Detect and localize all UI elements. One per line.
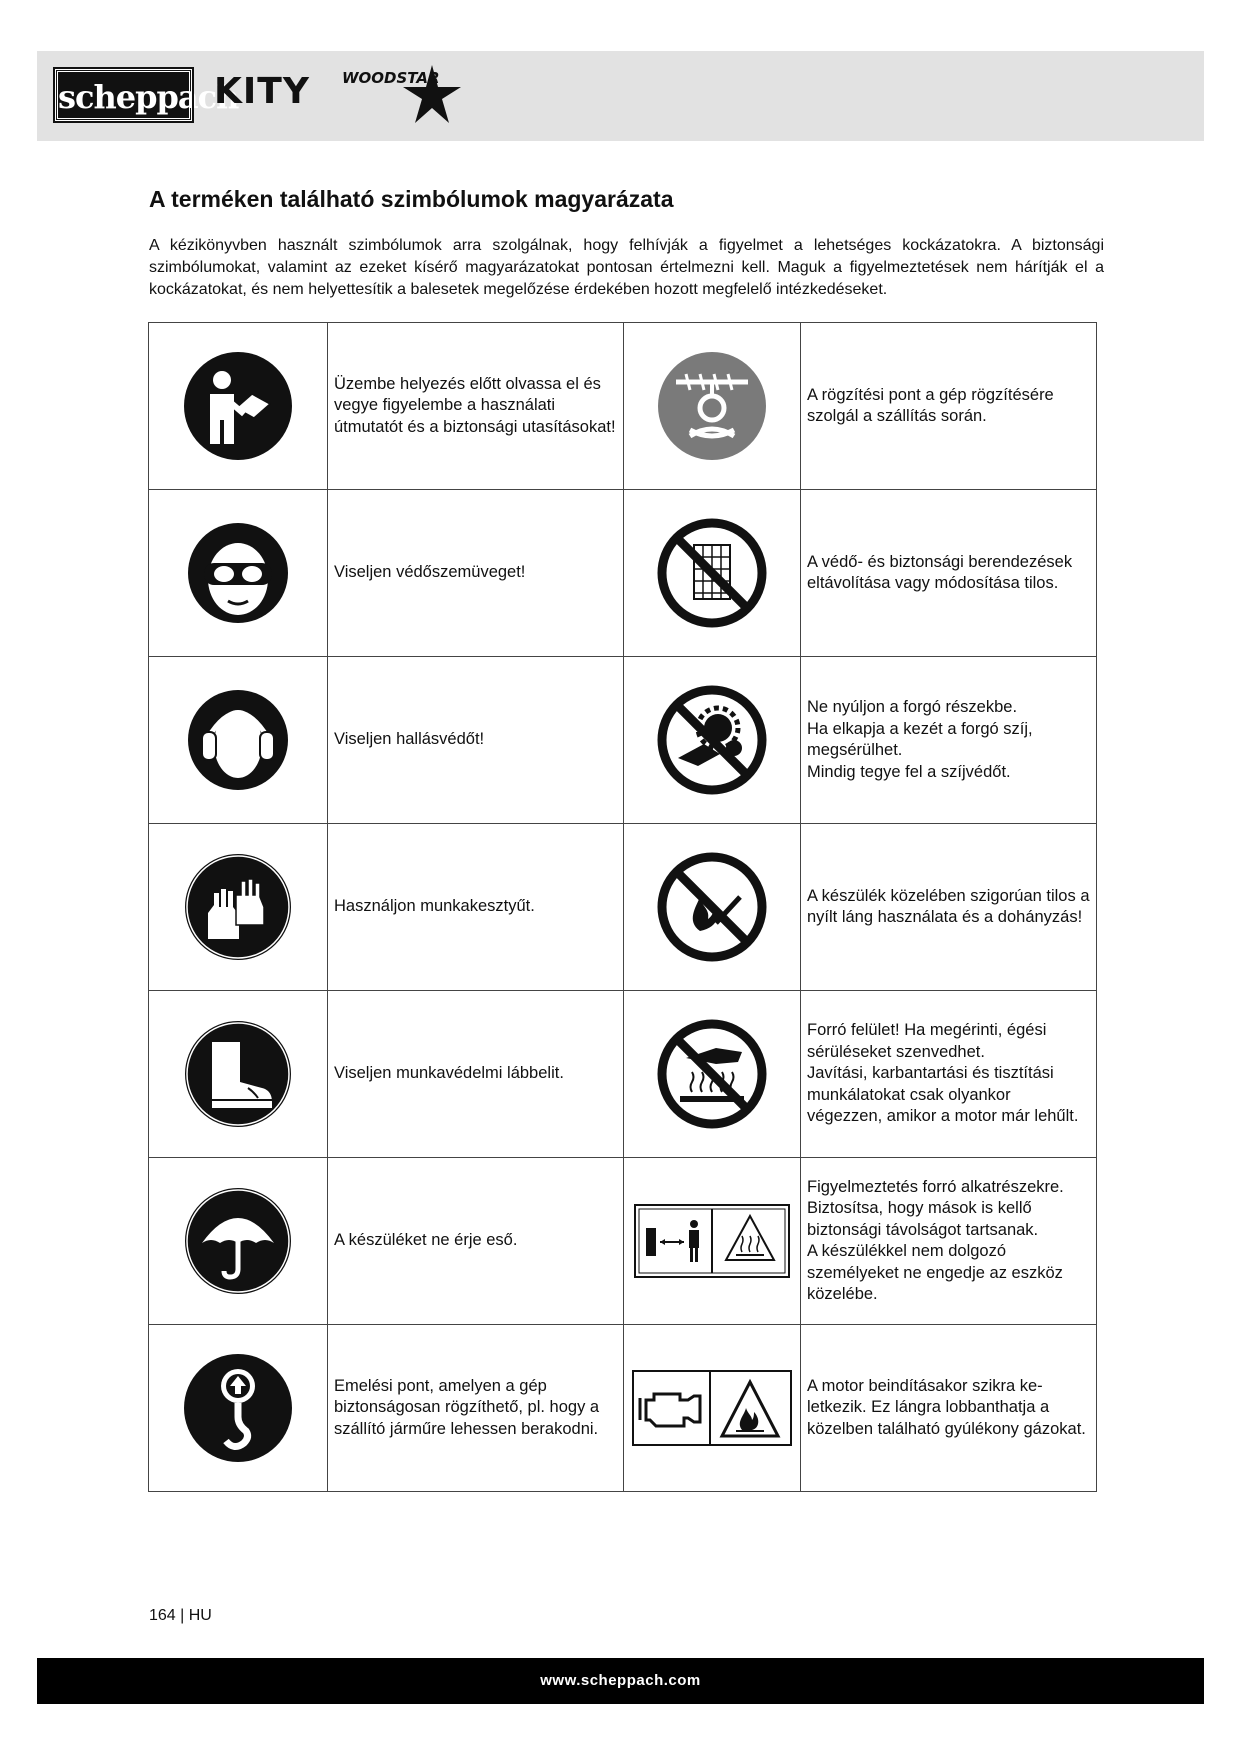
page-title: A terméken található szimbólumok magyarázata <box>149 186 674 212</box>
table-row <box>149 323 1097 490</box>
table-row <box>149 1158 1097 1325</box>
footer-band <box>37 1658 1204 1704</box>
footer-url[interactable]: www.scheppach.com <box>540 1672 701 1689</box>
kity-logo: KITY <box>214 71 310 112</box>
woodstar-logo: WOODSTAR <box>337 59 467 127</box>
no-touch-hot-surface-icon <box>656 1018 768 1130</box>
symbol-description: Viseljen védőszemüveget! <box>328 490 624 657</box>
symbol-description: Figyelmeztetés forró alkatrészekre. Biztosítsa, hogy mások is kellő biztonsági távolságot tartsanak. A készülékkel nem dolgozó személyeket ne engedje az eszköz közelébe. <box>801 1158 1097 1325</box>
table-row <box>149 991 1097 1158</box>
page-number: 164 | HU <box>149 1607 212 1624</box>
no-reach-rotating-parts-icon <box>656 684 768 796</box>
lashing-point-icon <box>656 350 768 462</box>
safety-boots-icon <box>182 1018 294 1130</box>
table-row <box>149 824 1097 991</box>
symbol-description: A védő- és biztonsági berendezések eltávolítása vagy módosítása tilos. <box>801 490 1097 657</box>
symbol-description: A rögzítési pont a gép rögzítésére szolgál a szállítás során. <box>801 323 1097 490</box>
scheppach-logo: scheppach <box>55 69 192 121</box>
symbol-description: Viseljen munkavédelmi lábbelit. <box>328 991 624 1158</box>
lifting-hook-icon <box>182 1352 294 1464</box>
symbol-description: A motor beindításakor szikra ke-letkezik. Ez lángra lobbanthatja a közelben található gyúlékony gázokat. <box>801 1325 1097 1492</box>
read-manual-icon <box>182 350 294 462</box>
symbol-description: Ne nyúljon a forgó részekbe. Ha elkapja a kezét a forgó szíj, megsérülhet. Mindig tegye fel a szíjvédőt. <box>801 657 1097 824</box>
symbol-table <box>148 322 1097 1492</box>
no-guard-removal-icon <box>656 517 768 629</box>
symbol-description: Emelési pont, amelyen a gép biztonságosan rögzíthető, pl. hogy a szállító járműre lehessen berakodni. <box>328 1325 624 1492</box>
hot-parts-distance-icon <box>634 1204 790 1278</box>
table-row <box>149 1325 1097 1492</box>
symbol-description: Használjon munkakesztyűt. <box>328 824 624 991</box>
ear-protection-icon <box>186 688 290 792</box>
table-row <box>149 657 1097 824</box>
umbrella-icon <box>182 1185 294 1297</box>
no-open-flame-icon <box>656 851 768 963</box>
symbol-description: Viseljen hallásvédőt! <box>328 657 624 824</box>
symbol-description: A készülék közelében szigorúan tilos a nyílt láng használata és a dohányzás! <box>801 824 1097 991</box>
symbol-description: Üzembe helyezés előtt olvassa el és vegye figyelembe a használati útmutatót és a biztonsági utasításokat! <box>328 323 624 490</box>
intro-paragraph: A kézikönyvben használt szimbólumok arra szolgálnak, hogy felhívják a figyelmet a lehetséges kockázatokra. A biztonsági szimbólumokat, valamint az ezeket kísérő magyarázatokat pontosan értelmezni kell. Maguk a figyelmeztetések nem hárítják el a kockázatokat, és nem helyettesítik a balesetek megelőzése érdekében hozott megfelelő intézkedéseket. <box>149 237 1104 298</box>
symbol-description: Forró felület! Ha megérinti, égési sérüléseket szenvedhet. Javítási, karbantartási és tisztítási munkálatokat csak olyankor végezzen, amikor a motor már lehűlt. <box>801 991 1097 1158</box>
engine-fire-warning-icon <box>632 1370 792 1446</box>
safety-goggles-icon <box>186 521 290 625</box>
table-row <box>149 490 1097 657</box>
symbol-description: A készüléket ne érje eső. <box>328 1158 624 1325</box>
header-band <box>37 51 1204 141</box>
gloves-icon <box>182 851 294 963</box>
